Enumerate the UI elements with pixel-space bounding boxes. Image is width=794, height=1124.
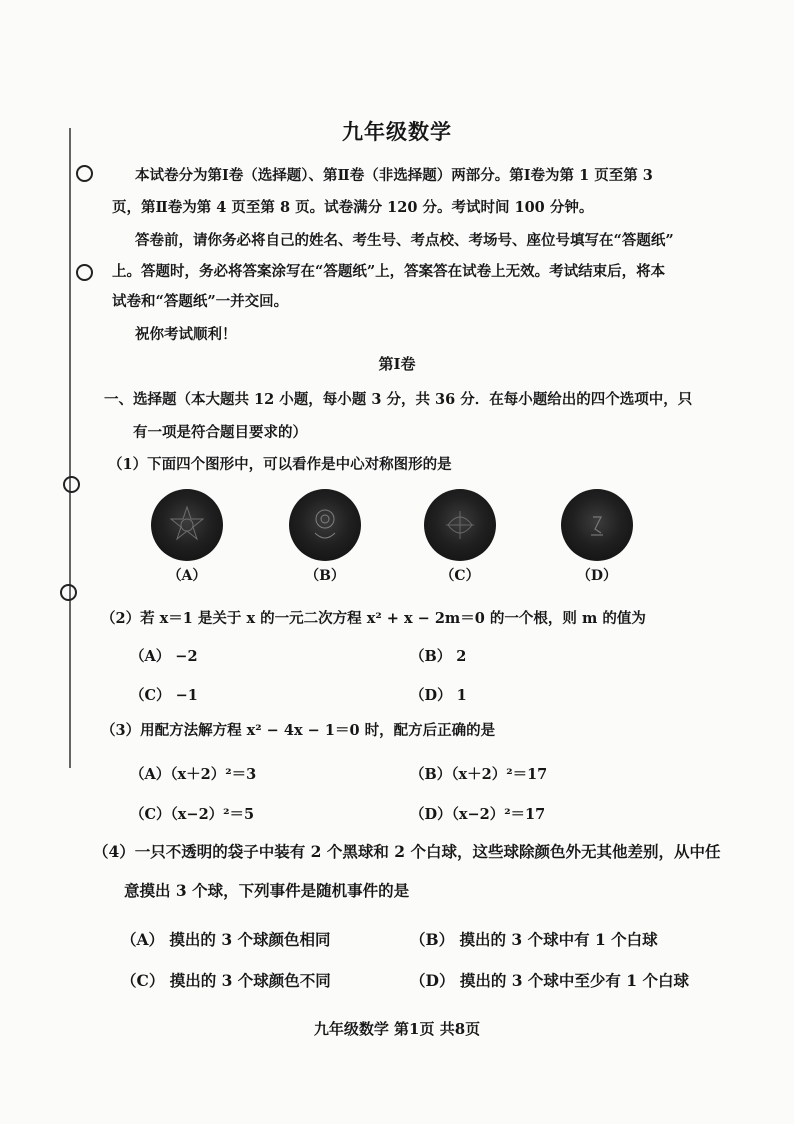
page-title: 九年级数学 [342,119,452,144]
page-footer: 九年级数学 第1页 共8页 [313,1020,481,1038]
binding-hole [76,165,93,182]
q3-option-d: （D）（x−2）²＝17 [410,806,546,823]
instructions-text: 答卷前，请你务必将自己的姓名、考生号、考点校、考场号、座位号填写在“答题纸” [135,232,674,249]
figure-c [424,489,496,561]
intro-text: 本试卷分为第Ⅰ卷（选择题）、第Ⅱ卷（非选择题）两部分。第Ⅰ卷为第 1 页至第 3 [135,167,653,184]
figure-b-label: （B） [305,568,345,584]
question-1-stem: （1）下面四个图形中，可以看作是中心对称图形的是 [108,456,452,473]
q2-option-c: （C） −1 [130,687,198,704]
good-luck-text: 祝你考试顺利！ [135,326,237,343]
part-heading: 一、选择题（本大题共 12 小题，每小题 3 分，共 36 分．在每小题给出的四个选项中，只 [104,391,693,408]
intro-text: 页，第Ⅱ卷为第 4 页至第 8 页。试卷满分 120 分。考试时间 100 分钟。 [112,199,594,216]
question-3-stem: （3）用配方法解方程 x² − 4x − 1＝0 时，配方后正确的是 [101,722,496,739]
binding-margin-line [69,128,71,768]
figure-c-label: （C） [440,568,480,584]
binding-hole [60,584,77,601]
part-heading: 有一项是符合题目要求的） [133,424,307,441]
section-title: 第Ⅰ卷 [378,355,416,373]
figure-d-label: （D） [576,568,618,584]
q2-option-b: （B） 2 [410,648,467,665]
binding-hole [76,264,93,281]
question-4-stem: 意摸出 3 个球，下列事件是随机事件的是 [124,881,410,900]
figure-a [151,489,223,561]
q3-option-a: （A）（x＋2）²＝3 [130,766,257,783]
q4-option-a: （A） 摸出的 3 个球颜色相同 [121,930,331,949]
figure-d [561,489,633,561]
figure-b [289,489,361,561]
q3-option-b: （B）（x＋2）²＝17 [410,766,548,783]
q2-option-a: （A） −2 [130,648,198,665]
q4-option-d: （D） 摸出的 3 个球中至少有 1 个白球 [410,971,689,990]
instructions-text: 上。答题时，务必将答案涂写在“答题纸”上，答案答在试卷上无效。考试结束后，将本 [112,263,666,280]
q4-option-b: （B） 摸出的 3 个球中有 1 个白球 [410,930,658,949]
instructions-text: 试卷和“答题纸”一并交回。 [112,293,289,310]
question-4-stem: （4）一只不透明的袋子中装有 2 个黑球和 2 个白球，这些球除颜色外无其他差别，从中任 [93,842,721,861]
q2-option-d: （D） 1 [410,687,467,704]
q3-option-c: （C）（x−2）²＝5 [130,806,255,823]
figure-a-label: （A） [167,568,207,584]
q4-option-c: （C） 摸出的 3 个球颜色不同 [121,971,331,990]
binding-hole [63,476,80,493]
question-2-stem: （2）若 x＝1 是关于 x 的一元二次方程 x² + x − 2m＝0 的一个根，则 m 的值为 [101,610,646,627]
